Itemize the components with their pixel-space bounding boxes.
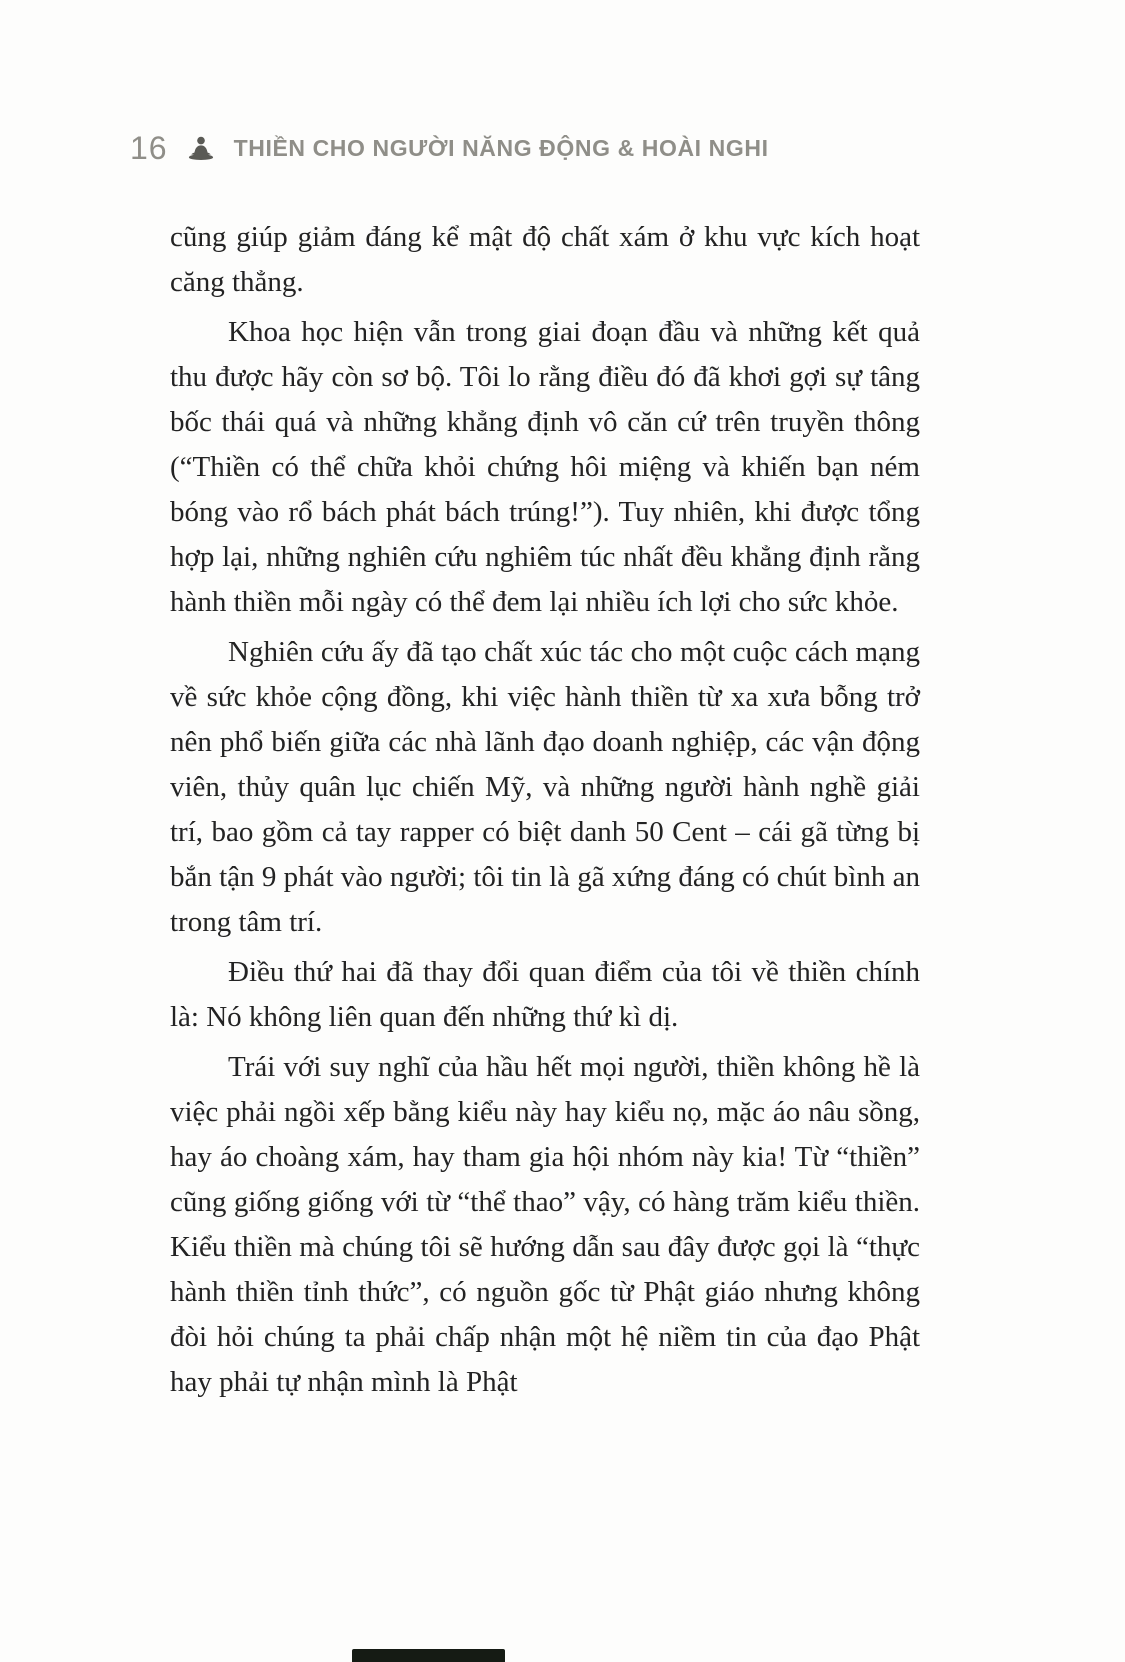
paragraph: Khoa học hiện vẫn trong giai đoạn đầu và những kết quả thu được hãy còn sơ bộ. Tôi lo rằng điều đó đã khơi gợi sự tâng bốc thái quá và những khẳng định vô căn cứ trên truyền thông (“Thiền có thể chữa khỏi chứng hôi miệng và khiến bạn ném bóng vào rổ bách phát bách trúng!”). Tuy nhiên, khi được tổng hợp lại, những nghiên cứu nghiêm túc nhất đều khẳng định rằng hành thiền mỗi ngày có thể đem lại nhiều ích lợi cho sức khỏe. <box>170 316 920 618</box>
meditating-person-icon <box>184 134 218 164</box>
scan-edge-artifact <box>352 1649 505 1662</box>
page-body <box>170 215 920 1405</box>
paragraph: Điều thứ hai đã thay đổi quan điểm của tôi về thiền chính là: Nó không liên quan đến những thứ kì dị. <box>170 956 920 1033</box>
page-number: 16 <box>130 130 168 166</box>
page-header <box>130 130 1125 167</box>
paragraph: Trái với suy nghĩ của hầu hết mọi người, thiền không hề là việc phải ngồi xếp bằng kiểu này hay kiểu nọ, mặc áo nâu sồng, hay áo choàng xám, hay tham gia hội nhóm này kia! Từ “thiền” cũng giống giống với từ “thể thao” vậy, có hàng trăm kiểu thiền. Kiểu thiền mà chúng tôi sẽ hướng dẫn sau đây được gọi là “thực hành thiền tỉnh thức”, có nguồn gốc từ Phật giáo nhưng không đòi hỏi chúng ta phải chấp nhận một hệ niềm tin của đạo Phật hay phải tự nhận mình là Phật <box>170 1051 920 1398</box>
paragraph: Nghiên cứu ấy đã tạo chất xúc tác cho một cuộc cách mạng về sức khỏe cộng đồng, khi việc hành thiền từ xa xưa bỗng trở nên phổ biến giữa các nhà lãnh đạo doanh nghiệp, các vận động viên, thủy quân lục chiến Mỹ, và những người hành nghề giải trí, bao gồm cả tay rapper có biệt danh 50 Cent – cái gã từng bị bắn tận 9 phát vào người; tôi tin là gã xứng đáng có chút bình an trong tâm trí. <box>170 636 920 938</box>
paragraph: cũng giúp giảm đáng kể mật độ chất xám ở khu vực kích hoạt căng thẳng. <box>170 221 920 298</box>
running-title: THIỀN CHO NGƯỜI NĂNG ĐỘNG & HOÀI NGHI <box>233 135 769 161</box>
